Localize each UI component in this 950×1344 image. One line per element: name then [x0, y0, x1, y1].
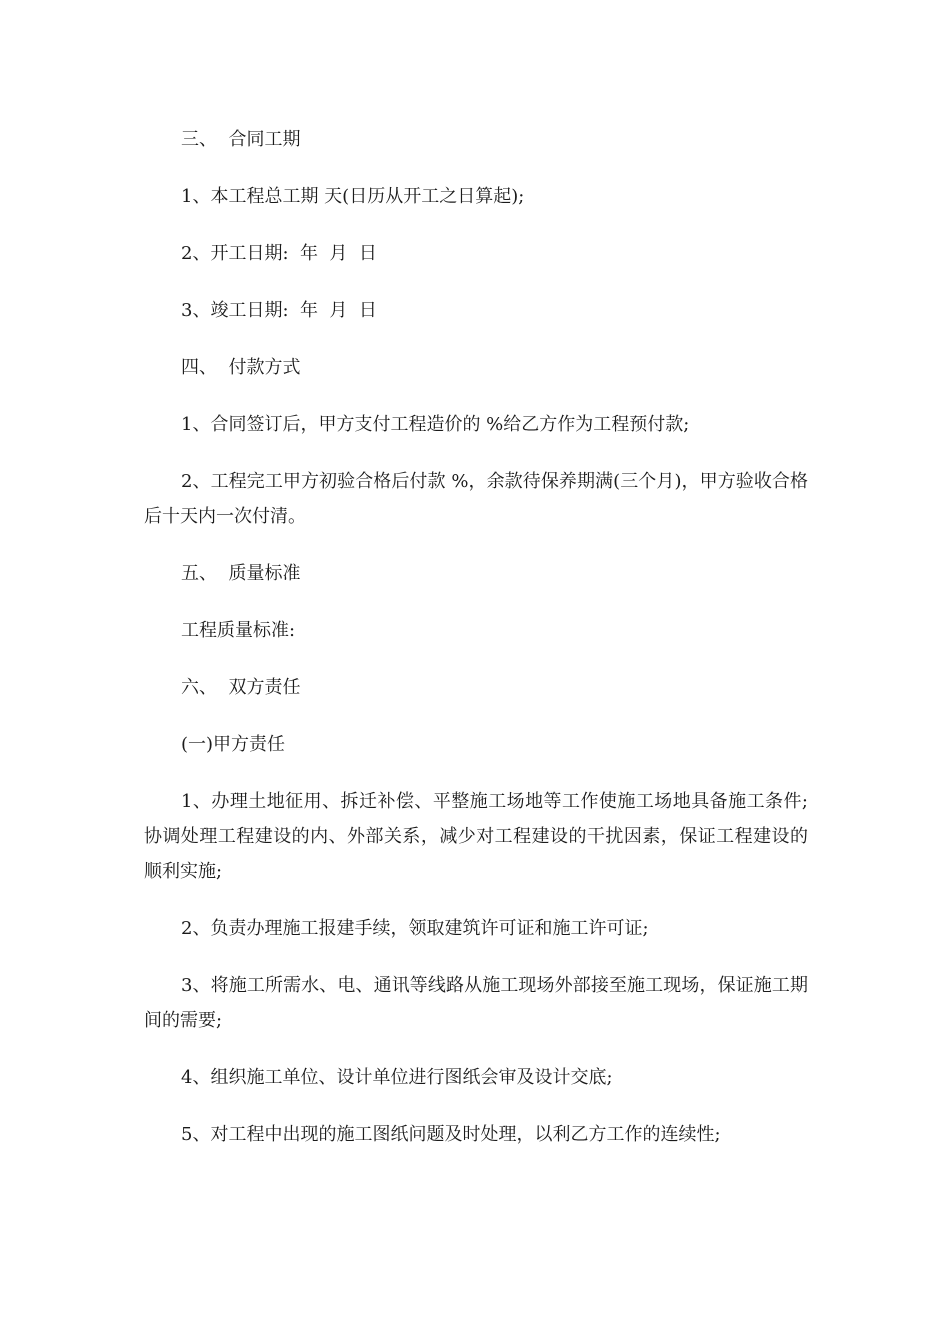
- clause-start-date: 2、开工日期: 年 月 日: [181, 243, 377, 264]
- clause-total-duration: 1、本工程总工期 天(日历从开工之日算起);: [181, 186, 525, 207]
- clause-party-a-5: 5、对工程中出现的施工图纸问题及时处理，以利乙方工作的连续性;: [181, 1124, 721, 1145]
- clause-party-a-1: 1、办理土地征用、拆迁补偿、平整施工场地等工作使施工场地具备施工条件;协调处理工程建设的内、外部关系，减少对工程建设的干扰因素，保证工程建设的顺利实施;: [144, 791, 808, 882]
- clause-quality-standard: 工程质量标准:: [181, 620, 296, 641]
- subsection-heading-party-a: (一)甲方责任: [181, 734, 286, 755]
- section-heading-quality-standard: 五、 质量标准: [181, 563, 301, 584]
- clause-advance-payment: 1、合同签订后，甲方支付工程造价的 %给乙方作为工程预付款;: [181, 414, 690, 435]
- section-heading-responsibilities: 六、 双方责任: [181, 677, 301, 698]
- section-heading-construction-period: 三、 合同工期: [181, 129, 301, 150]
- clause-final-payment: 2、工程完工甲方初验合格后付款 %，余款待保养期满(三个月)，甲方验收合格后十天内一次付清。: [144, 471, 808, 527]
- clause-party-a-3: 3、将施工所需水、电、通讯等线路从施工现场外部接至施工现场，保证施工期间的需要;: [144, 975, 808, 1031]
- clause-completion-date: 3、竣工日期: 年 月 日: [181, 300, 377, 321]
- section-heading-payment-method: 四、 付款方式: [181, 357, 301, 378]
- document-body: [144, 122, 808, 1174]
- clause-party-a-2: 2、负责办理施工报建手续，领取建筑许可证和施工许可证;: [181, 918, 649, 939]
- clause-party-a-4: 4、组织施工单位、设计单位进行图纸会审及设计交底;: [181, 1067, 613, 1088]
